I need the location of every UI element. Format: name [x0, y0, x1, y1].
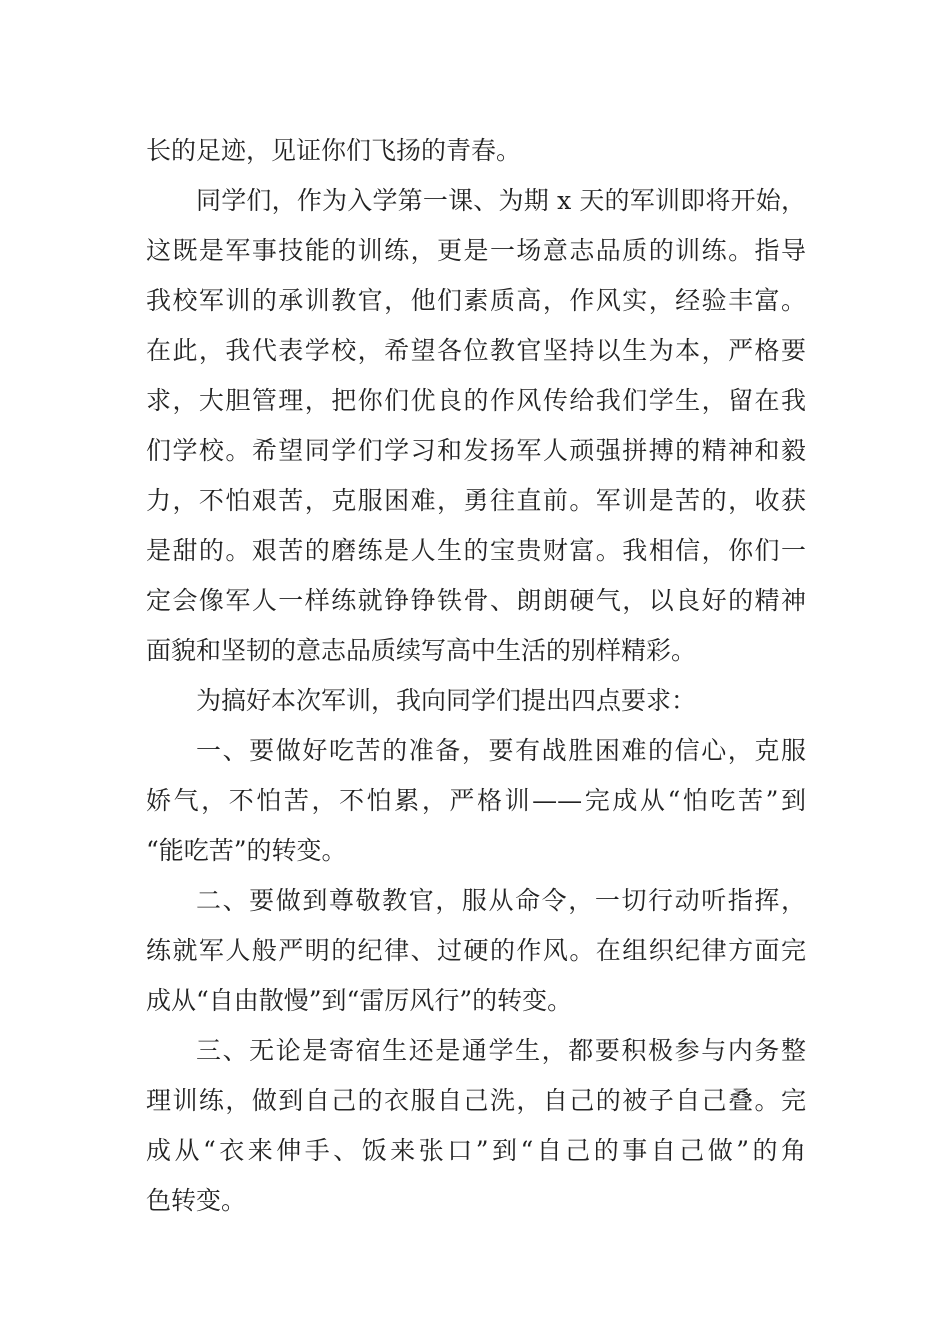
text-line: 力，不怕艰苦，克服困难，勇往直前。军训是苦的，收获: [146, 486, 806, 515]
text-line: 是甜的。艰苦的磨练是人生的宝贵财富。我相信，你们一: [146, 536, 806, 565]
text-line: 面貌和坚韧的意志品质续写高中生活的别样精彩。: [146, 636, 697, 665]
text-line: 练就军人般严明的纪律、过硬的作风。在组织纪律方面完: [146, 936, 806, 965]
document-body-text: [146, 126, 806, 1226]
text-line: 同学们，作为入学第一课、为期 x 天的军训即将开始，: [196, 186, 806, 215]
text-line: 成从“衣来伸手、饭来张口”到“自己的事自己做”的角: [146, 1136, 806, 1165]
text-line: 三、无论是寄宿生还是通学生，都要积极参与内务整: [196, 1036, 806, 1065]
text-line: 求，大胆管理，把你们优良的作风传给我们学生，留在我: [146, 386, 806, 415]
text-line: 为搞好本次军训，我向同学们提出四点要求：: [196, 686, 697, 715]
text-line: 娇气，不怕苦，不怕累，严格训——完成从“怕吃苦”到: [146, 786, 806, 815]
text-line: 色转变。: [146, 1186, 247, 1215]
text-line: 成从“自由散慢”到“雷厉风行”的转变。: [146, 986, 573, 1015]
text-line: 定会像军人一样练就铮铮铁骨、朗朗硬气，以良好的精神: [146, 586, 806, 615]
text-line: 这既是军事技能的训练，更是一场意志品质的训练。指导: [146, 236, 806, 265]
text-line: 理训练，做到自己的衣服自己洗，自己的被子自己叠。完: [146, 1086, 806, 1115]
text-line: 一、要做好吃苦的准备，要有战胜困难的信心，克服: [196, 736, 806, 765]
text-line: 在此，我代表学校，希望各位教官坚持以生为本，严格要: [146, 336, 806, 365]
text-line: 们学校。希望同学们学习和发扬军人顽强拼搏的精神和毅: [146, 436, 806, 465]
text-line: 长的足迹，见证你们飞扬的青春。: [146, 136, 522, 165]
text-line: “能吃苦”的转变。: [146, 836, 347, 865]
text-line: 我校军训的承训教官，他们素质高，作风实，经验丰富。: [146, 286, 806, 315]
text-line: 二、要做到尊敬教官，服从命令，一切行动听指挥，: [196, 886, 806, 915]
